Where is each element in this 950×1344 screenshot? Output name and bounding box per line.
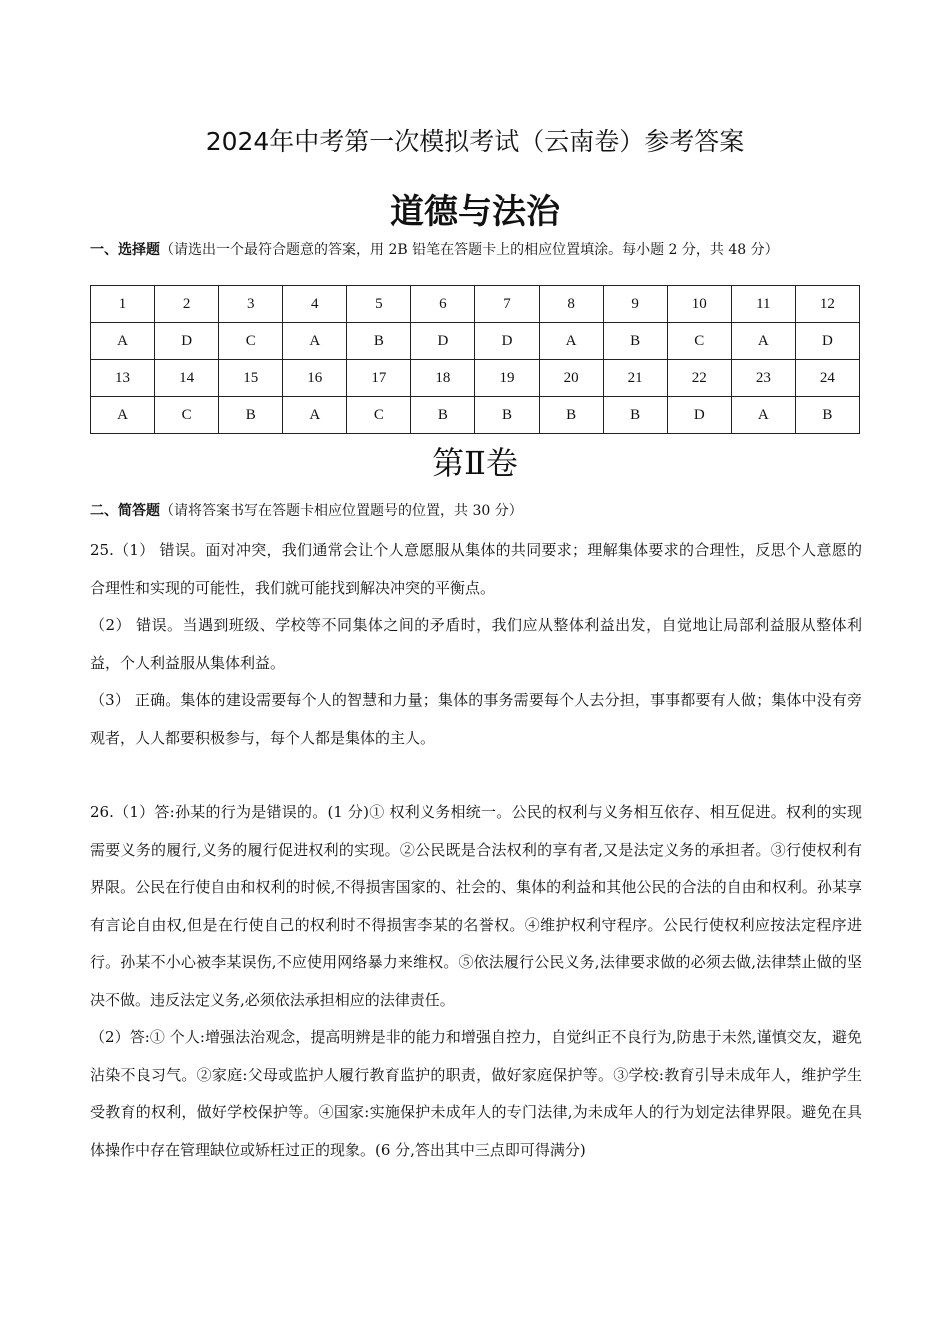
section2-heading: 二、简答题 <box>90 503 160 519</box>
question-number-cell: 6 <box>411 286 475 323</box>
answer-table <box>90 285 860 434</box>
answer-cell: C <box>155 397 219 434</box>
answer-cell: A <box>91 397 155 434</box>
answer-table-row-answers-2 <box>91 397 860 434</box>
answer-cell: A <box>283 323 347 360</box>
question-number-cell: 12 <box>795 286 859 323</box>
answer-body <box>90 532 862 1169</box>
question-number-cell: 18 <box>411 360 475 397</box>
answer-table-row-answers-1 <box>91 323 860 360</box>
question-number-cell: 2 <box>155 286 219 323</box>
question-number-cell: 4 <box>283 286 347 323</box>
question-number-cell: 7 <box>475 286 539 323</box>
question-number-cell: 13 <box>91 360 155 397</box>
answer-table-row-numbers-2 <box>91 360 860 397</box>
question-number-cell: 24 <box>795 360 859 397</box>
question-number-cell: 16 <box>283 360 347 397</box>
question-number-cell: 20 <box>539 360 603 397</box>
question-number-cell: 17 <box>347 360 411 397</box>
answer-cell: B <box>603 323 667 360</box>
answer-table-row-numbers-1 <box>91 286 860 323</box>
answer-cell: C <box>347 397 411 434</box>
q25-part3: （3） 正确。集体的建设需要每个人的智慧和力量；集体的事务需要每个人去分担，事事都要有人做；集体中没有旁观者，人人都要积极参与，每个人都是集体的主人。 <box>90 691 862 747</box>
q26-part1: 26.（1）答:孙某的行为是错误的。(1 分)① 权利义务相统一。公民的权利与义务相互依存、相互促进。权利的实现需要义务的履行,义务的履行促进权利的实现。②公民既是合法权利的享有者,又是法定义务的承担者。③行使权利有界限。公民在行使自由和权利的时候,不得损害国家的、社会的、集体的利益和其他公民的合法的自由和权利。孙某享有言论自由权,但是在行使自己的权利时不得损害李某的名誉权。④维护权利守程序。公民行使权利应按法定程序进行。孙某不小心被李某误伤,不应使用网络暴力来维权。⑤依法履行公民义务,法律要求做的必须去做,法律禁止做的坚决不做。违反法定义务,必须依法承担相应的法律责任。 <box>90 803 862 1009</box>
answer-cell: A <box>731 397 795 434</box>
answer-cell: B <box>539 397 603 434</box>
question-number-cell: 1 <box>91 286 155 323</box>
section1-heading: 一、选择题 <box>90 242 160 258</box>
section2-header <box>90 498 868 524</box>
volume2-title: 第Ⅱ卷 <box>432 444 518 482</box>
q26-part2: （2）答:① 个人:增强法治观念，提高明辨是非的能力和增强自控力，自觉纠正不良行为,防患于未然,谨慎交友，避免沾染不良习气。②家庭:父母或监护人履行教育监护的职责，做好家庭保护等。③学校:教育引导未成年人，维护学生受教育的权利，做好学校保护等。④国家:实施保护未成年人的专门法律,为未成年人的行为划定法律界限。避免在具体操作中存在管理缺位或矫枉过正的现象。(6 分,答出其中三点即可得满分) <box>90 1028 862 1159</box>
question-number-cell: 21 <box>603 360 667 397</box>
answer-cell: B <box>411 397 475 434</box>
question-number-cell: 10 <box>667 286 731 323</box>
question-number-cell: 5 <box>347 286 411 323</box>
answer-cell: D <box>795 323 859 360</box>
question-number-cell: 22 <box>667 360 731 397</box>
question-number-cell: 3 <box>219 286 283 323</box>
q25-part1: 25.（1） 错误。面对冲突，我们通常会让个人意愿服从集体的共同要求；理解集体要求的合理性，反思个人意愿的合理性和实现的可能性，我们就可能找到解决冲突的平衡点。 <box>90 541 862 597</box>
answer-cell: A <box>283 397 347 434</box>
answer-cell: D <box>667 397 731 434</box>
question-number-cell: 19 <box>475 360 539 397</box>
answer-cell: B <box>795 397 859 434</box>
question-number-cell: 9 <box>603 286 667 323</box>
q25-part2: （2） 错误。当遇到班级、学校等不同集体之间的矛盾时，我们应从整体利益出发，自觉地让局部利益服从整体利益，个人利益服从集体利益。 <box>90 616 862 672</box>
question-number-cell: 15 <box>219 360 283 397</box>
answer-cell: D <box>155 323 219 360</box>
answer-cell: A <box>91 323 155 360</box>
page-title: 2024年中考第一次模拟考试（云南卷）参考答案 <box>205 127 745 156</box>
question-number-cell: 11 <box>731 286 795 323</box>
answer-cell: B <box>347 323 411 360</box>
answer-cell: A <box>731 323 795 360</box>
subject-title: 道德与法治 <box>390 192 560 232</box>
section1-instruction: （请选出一个最符合题意的答案，用 2B 铅笔在答题卡上的相应位置填涂。每小题 2 分，共 48 分） <box>160 242 779 258</box>
section1-header <box>90 238 868 263</box>
section2-instruction: （请将答案书写在答题卡相应位置题号的位置，共 30 分） <box>160 503 523 519</box>
question-number-cell: 23 <box>731 360 795 397</box>
answer-cell: C <box>219 323 283 360</box>
question-number-cell: 8 <box>539 286 603 323</box>
answer-cell: B <box>219 397 283 434</box>
question-number-cell: 14 <box>155 360 219 397</box>
answer-cell: C <box>667 323 731 360</box>
answer-cell: D <box>411 323 475 360</box>
answer-cell: D <box>475 323 539 360</box>
answer-cell: A <box>539 323 603 360</box>
answer-cell: B <box>475 397 539 434</box>
answer-cell: B <box>603 397 667 434</box>
